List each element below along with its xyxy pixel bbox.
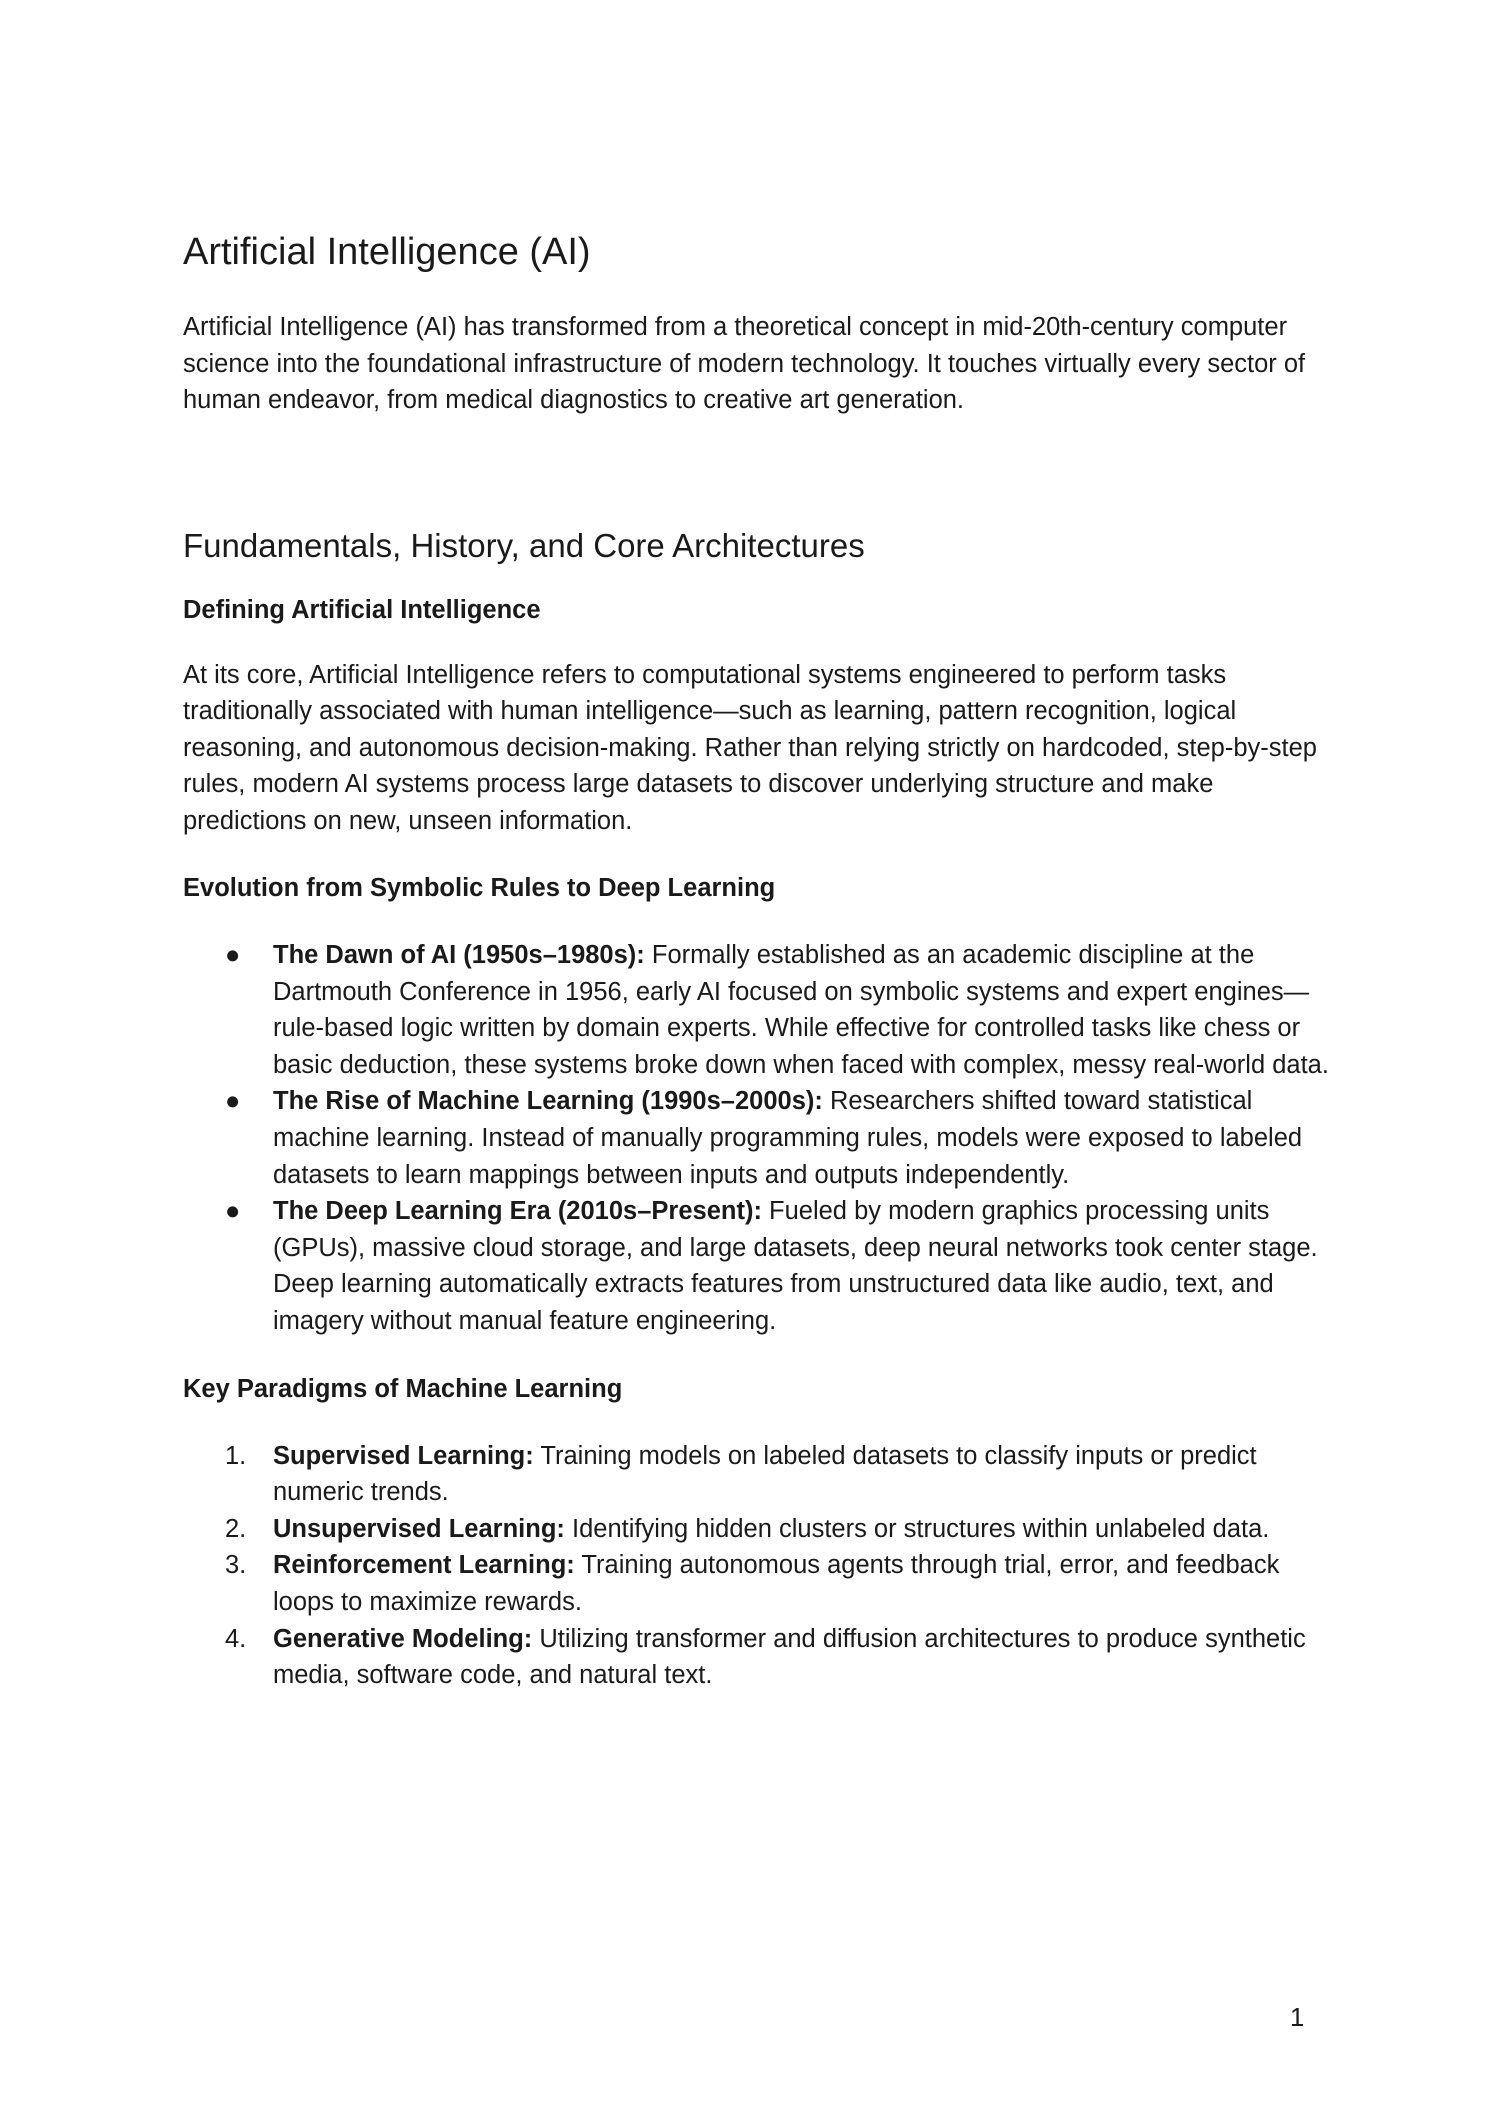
list-item-text: Fueled by modern graphics processing units (GPUs), massive cloud storage, and large datasets, deep neural networks took center stage. Deep learning automatically extracts features from unstructured data like audio, text, and imagery without manual feature engineering.: [273, 1197, 1318, 1335]
list-item-text: Researchers shifted toward statistical machine learning. Instead of manually programming rules, models were exposed to labeled datasets to learn mappings between inputs and outputs independently.: [273, 1087, 1303, 1189]
document-body: [183, 228, 1333, 1694]
section-title: Fundamentals, History, and Core Architectures: [183, 526, 865, 564]
list-item-term: Generative Modeling:: [273, 1624, 533, 1653]
paradigms-heading: Key Paradigms of Machine Learning: [183, 1374, 623, 1403]
intro-paragraph: Artificial Intelligence (AI) has transformed from a theoretical concept in mid-20th-century computer science into the foundational infrastructure of modern technology. It touches virtually every sector of human endeavor, from medical diagnostics to creative art generation.: [183, 313, 1306, 414]
list-item: [183, 1083, 1333, 1193]
list-item-term: Reinforcement Learning:: [273, 1551, 575, 1580]
list-item-text: Utilizing transformer and diffusion architectures to produce synthetic media, software code, and natural text.: [273, 1624, 1306, 1690]
list-item: [183, 1193, 1333, 1339]
list-item: [183, 937, 1333, 1083]
bullet-marker: ●: [225, 1197, 241, 1226]
list-item-text: Training models on labeled datasets to classify inputs or predict numeric trends.: [273, 1441, 1257, 1507]
list-item-term: The Rise of Machine Learning (1990s–2000s):: [273, 1087, 823, 1116]
number-marker: 4.: [225, 1624, 247, 1653]
evolution-heading: Evolution from Symbolic Rules to Deep Learning: [183, 874, 776, 902]
bullet-marker: ●: [225, 941, 241, 969]
number-marker: 2.: [225, 1514, 247, 1543]
page-number: 1: [1290, 2004, 1305, 2032]
paradigms-list: [183, 1438, 1333, 1694]
document-title: Artificial Intelligence (AI): [183, 231, 591, 273]
evolution-list: [183, 937, 1333, 1340]
list-item-text: Identifying hidden clusters or structures within unlabeled data.: [564, 1514, 1270, 1543]
list-item: [183, 1547, 1333, 1620]
list-item-text: Formally established as an academic discipline at the Dartmouth Conference in 1956, early AI focused on symbolic systems and expert engines—rule-based logic written by domain experts. While effective for controlled tasks like chess or basic deduction, these systems broke down when faced with complex, messy real-world data.: [273, 941, 1329, 1079]
bullet-marker: ●: [225, 1087, 241, 1116]
list-item: [183, 1621, 1333, 1694]
list-item: [183, 1438, 1333, 1511]
list-item-term: The Deep Learning Era (2010s–Present):: [273, 1197, 762, 1226]
number-marker: 1.: [225, 1441, 247, 1470]
list-item-term: The Dawn of AI (1950s–1980s):: [273, 941, 645, 969]
defining-ai-heading: Defining Artificial Intelligence: [183, 595, 541, 624]
defining-ai-paragraph: At its core, Artificial Intelligence refers to computational systems engineered to perform tasks traditionally associated with human intelligence—such as learning, pattern recognition, logical reasoning, and autonomous decision-making. Rather than relying strictly on hardcoded, step-by-step rules, modern AI systems process large datasets to discover underlying structure and make predictions on new, unseen information.: [183, 660, 1317, 835]
list-item-text: Training autonomous agents through trial, error, and feedback loops to maximize rewards.: [273, 1551, 1280, 1616]
number-marker: 3.: [225, 1551, 247, 1580]
list-item-term: Supervised Learning:: [273, 1441, 534, 1470]
list-item-term: Unsupervised Learning:: [273, 1514, 565, 1543]
list-item: [183, 1511, 1333, 1548]
